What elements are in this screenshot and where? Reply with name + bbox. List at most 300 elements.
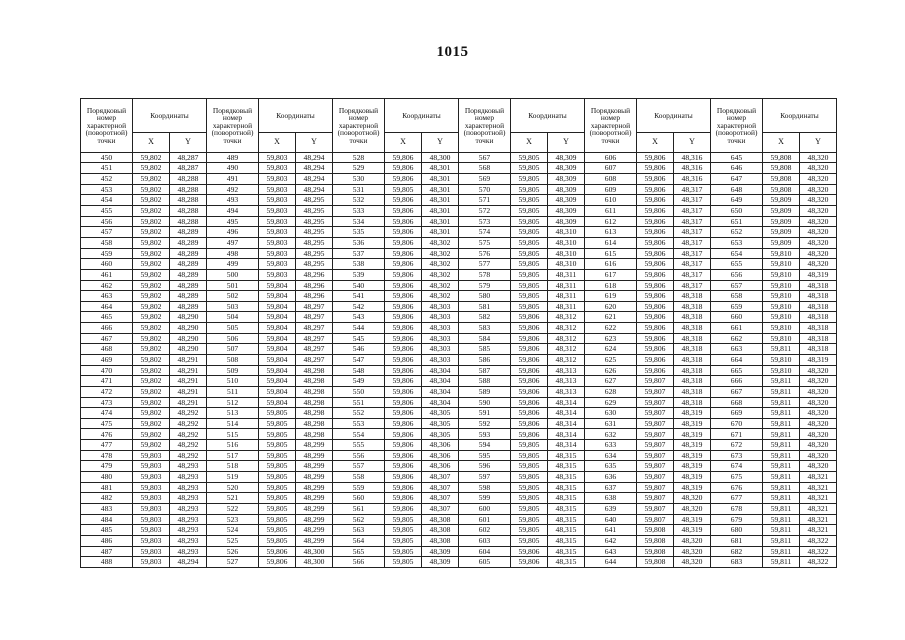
y-value: 48,297 — [296, 312, 333, 323]
y-value: 48,291 — [170, 397, 207, 408]
y-value: 48,311 — [548, 291, 585, 302]
y-value: 48,303 — [422, 323, 459, 334]
point-number: 482 — [81, 493, 133, 504]
x-value: 59,806 — [637, 344, 674, 355]
x-value: 59,805 — [385, 525, 422, 536]
x-value: 59,805 — [511, 472, 548, 483]
x-value: 59,802 — [133, 386, 170, 397]
table-row — [585, 195, 711, 206]
y-value: 48,320 — [800, 174, 837, 185]
x-value: 59,803 — [259, 174, 296, 185]
point-number: 502 — [207, 291, 259, 302]
x-value: 59,805 — [511, 450, 548, 461]
y-value: 48,303 — [422, 312, 459, 323]
coordinates-header: Координаты — [637, 99, 711, 133]
point-number: 588 — [459, 376, 511, 387]
point-number: 633 — [585, 440, 637, 451]
table-row — [711, 418, 837, 429]
y-value: 48,315 — [548, 461, 585, 472]
x-value: 59,806 — [637, 280, 674, 291]
point-number: 671 — [711, 429, 763, 440]
y-value: 48,300 — [296, 557, 333, 568]
y-value: 48,290 — [170, 312, 207, 323]
y-value: 48,299 — [296, 535, 333, 546]
y-value: 48,298 — [296, 376, 333, 387]
x-value: 59,806 — [637, 269, 674, 280]
point-number: 606 — [585, 152, 637, 163]
y-value: 48,318 — [674, 291, 711, 302]
table-row — [207, 355, 333, 366]
y-value: 48,293 — [170, 482, 207, 493]
table-row — [81, 365, 207, 376]
point-number: 607 — [585, 163, 637, 174]
table-row — [585, 237, 711, 248]
y-value: 48,317 — [674, 195, 711, 206]
table-row — [459, 440, 585, 451]
table-row — [207, 269, 333, 280]
y-value: 48,303 — [422, 333, 459, 344]
y-value: 48,289 — [170, 248, 207, 259]
table-row — [207, 227, 333, 238]
y-value: 48,310 — [548, 227, 585, 238]
table-row — [459, 291, 585, 302]
point-number: 477 — [81, 440, 133, 451]
x-value: 59,806 — [637, 184, 674, 195]
y-value: 48,314 — [548, 408, 585, 419]
y-value: 48,302 — [422, 248, 459, 259]
x-value: 59,807 — [637, 397, 674, 408]
x-value: 59,802 — [133, 195, 170, 206]
point-number: 537 — [333, 248, 385, 259]
point-number: 532 — [333, 195, 385, 206]
y-header: Y — [422, 132, 459, 152]
x-value: 59,806 — [385, 344, 422, 355]
table-row — [459, 525, 585, 536]
table-row — [711, 482, 837, 493]
point-number: 568 — [459, 163, 511, 174]
point-number: 596 — [459, 461, 511, 472]
point-number: 677 — [711, 493, 763, 504]
x-value: 59,804 — [259, 355, 296, 366]
x-value: 59,806 — [511, 365, 548, 376]
x-value: 59,811 — [763, 535, 800, 546]
x-value: 59,806 — [511, 344, 548, 355]
table-row — [333, 461, 459, 472]
x-value: 59,806 — [385, 386, 422, 397]
point-number: 654 — [711, 248, 763, 259]
table-row — [333, 418, 459, 429]
x-value: 59,806 — [385, 206, 422, 217]
table-row — [585, 461, 711, 472]
y-value: 48,320 — [800, 163, 837, 174]
x-value: 59,806 — [511, 376, 548, 387]
table-row — [585, 323, 711, 334]
y-value: 48,320 — [800, 227, 837, 238]
x-value: 59,806 — [385, 397, 422, 408]
point-number: 668 — [711, 397, 763, 408]
x-header: X — [511, 132, 548, 152]
y-value: 48,320 — [800, 386, 837, 397]
y-value: 48,312 — [548, 312, 585, 323]
point-number: 666 — [711, 376, 763, 387]
x-value: 59,806 — [511, 408, 548, 419]
x-value: 59,802 — [133, 397, 170, 408]
table-row — [207, 557, 333, 568]
point-number: 526 — [207, 546, 259, 557]
x-value: 59,806 — [637, 333, 674, 344]
table-row — [207, 525, 333, 536]
point-number: 496 — [207, 227, 259, 238]
x-value: 59,805 — [511, 461, 548, 472]
table-row — [459, 237, 585, 248]
x-value: 59,808 — [763, 184, 800, 195]
y-value: 48,301 — [422, 206, 459, 217]
point-number: 628 — [585, 386, 637, 397]
point-number: 558 — [333, 472, 385, 483]
point-number: 521 — [207, 493, 259, 504]
table-row — [711, 557, 837, 568]
point-number: 577 — [459, 259, 511, 270]
point-number: 672 — [711, 440, 763, 451]
x-value: 59,808 — [637, 546, 674, 557]
x-value: 59,805 — [511, 195, 548, 206]
x-value: 59,802 — [133, 312, 170, 323]
table-row — [585, 206, 711, 217]
point-number: 645 — [711, 152, 763, 163]
point-number: 460 — [81, 259, 133, 270]
table-row — [333, 174, 459, 185]
point-number: 575 — [459, 237, 511, 248]
table-row — [459, 259, 585, 270]
y-value: 48,318 — [800, 323, 837, 334]
table-row — [333, 323, 459, 334]
x-value: 59,806 — [385, 355, 422, 366]
table-row — [81, 429, 207, 440]
y-value: 48,293 — [170, 503, 207, 514]
y-value: 48,315 — [548, 535, 585, 546]
x-value: 59,803 — [259, 227, 296, 238]
y-value: 48,309 — [422, 557, 459, 568]
table-row — [459, 323, 585, 334]
point-number: 675 — [711, 472, 763, 483]
x-value: 59,803 — [133, 514, 170, 525]
x-value: 59,806 — [259, 557, 296, 568]
point-number: 647 — [711, 174, 763, 185]
y-value: 48,311 — [548, 301, 585, 312]
point-number: 652 — [711, 227, 763, 238]
y-value: 48,304 — [422, 386, 459, 397]
point-number: 474 — [81, 408, 133, 419]
y-value: 48,320 — [800, 461, 837, 472]
point-number: 640 — [585, 514, 637, 525]
y-value: 48,313 — [548, 376, 585, 387]
x-value: 59,806 — [385, 152, 422, 163]
x-value: 59,802 — [133, 440, 170, 451]
y-value: 48,294 — [296, 174, 333, 185]
x-value: 59,811 — [763, 344, 800, 355]
x-value: 59,804 — [259, 376, 296, 387]
point-number: 518 — [207, 461, 259, 472]
y-value: 48,314 — [548, 418, 585, 429]
x-value: 59,809 — [763, 216, 800, 227]
point-number: 609 — [585, 184, 637, 195]
table-row — [207, 206, 333, 217]
point-number: 673 — [711, 450, 763, 461]
x-value: 59,806 — [511, 386, 548, 397]
point-number: 576 — [459, 248, 511, 259]
y-value: 48,318 — [674, 344, 711, 355]
point-number: 464 — [81, 301, 133, 312]
x-value: 59,805 — [511, 291, 548, 302]
x-value: 59,807 — [637, 418, 674, 429]
x-value: 59,802 — [133, 429, 170, 440]
y-value: 48,319 — [674, 440, 711, 451]
x-value: 59,806 — [385, 503, 422, 514]
point-number: 458 — [81, 237, 133, 248]
x-value: 59,811 — [763, 397, 800, 408]
table-row — [585, 440, 711, 451]
table-row — [333, 312, 459, 323]
y-value: 48,318 — [800, 301, 837, 312]
table-row — [585, 365, 711, 376]
x-value: 59,806 — [385, 312, 422, 323]
point-number: 559 — [333, 482, 385, 493]
x-value: 59,803 — [259, 237, 296, 248]
point-number: 530 — [333, 174, 385, 185]
point-number: 479 — [81, 461, 133, 472]
table-row — [207, 344, 333, 355]
table-row — [333, 163, 459, 174]
table-row — [81, 450, 207, 461]
point-number: 587 — [459, 365, 511, 376]
y-value: 48,318 — [674, 323, 711, 334]
x-value: 59,803 — [133, 450, 170, 461]
table-row — [333, 301, 459, 312]
point-number: 679 — [711, 514, 763, 525]
point-number: 600 — [459, 503, 511, 514]
y-value: 48,290 — [170, 323, 207, 334]
x-value: 59,805 — [511, 152, 548, 163]
y-value: 48,288 — [170, 174, 207, 185]
point-number: 522 — [207, 503, 259, 514]
table-row — [81, 355, 207, 366]
table-row — [585, 344, 711, 355]
x-value: 59,806 — [385, 450, 422, 461]
x-value: 59,803 — [133, 493, 170, 504]
x-value: 59,806 — [511, 557, 548, 568]
x-value: 59,803 — [259, 259, 296, 270]
x-value: 59,802 — [133, 259, 170, 270]
y-value: 48,319 — [674, 514, 711, 525]
y-value: 48,318 — [674, 312, 711, 323]
table-row — [207, 184, 333, 195]
point-number: 451 — [81, 163, 133, 174]
y-value: 48,295 — [296, 216, 333, 227]
table-row — [81, 195, 207, 206]
x-value: 59,811 — [763, 482, 800, 493]
table-row — [81, 301, 207, 312]
table-row — [333, 472, 459, 483]
point-number: 480 — [81, 472, 133, 483]
coordinates-header: Координаты — [385, 99, 459, 133]
x-value: 59,805 — [511, 237, 548, 248]
point-number: 489 — [207, 152, 259, 163]
point-number: 627 — [585, 376, 637, 387]
x-value: 59,806 — [385, 248, 422, 259]
point-number: 567 — [459, 152, 511, 163]
table-row — [81, 397, 207, 408]
y-value: 48,319 — [674, 461, 711, 472]
x-value: 59,804 — [259, 386, 296, 397]
point-number: 513 — [207, 408, 259, 419]
table-row — [585, 291, 711, 302]
y-value: 48,296 — [296, 291, 333, 302]
table-row — [711, 546, 837, 557]
y-value: 48,312 — [548, 323, 585, 334]
x-value: 59,802 — [133, 365, 170, 376]
point-number: 635 — [585, 461, 637, 472]
x-value: 59,806 — [385, 301, 422, 312]
table-row — [207, 163, 333, 174]
table-row — [333, 429, 459, 440]
y-value: 48,301 — [422, 184, 459, 195]
y-value: 48,291 — [170, 386, 207, 397]
x-value: 59,806 — [637, 237, 674, 248]
y-value: 48,309 — [548, 195, 585, 206]
table-row — [585, 557, 711, 568]
x-value: 59,805 — [259, 450, 296, 461]
table-row — [711, 301, 837, 312]
x-value: 59,802 — [133, 206, 170, 217]
point-number: 536 — [333, 237, 385, 248]
table-row — [711, 535, 837, 546]
y-value: 48,297 — [296, 333, 333, 344]
y-value: 48,309 — [548, 152, 585, 163]
x-value: 59,804 — [259, 323, 296, 334]
point-number: 619 — [585, 291, 637, 302]
coordinates-table — [80, 98, 838, 568]
y-value: 48,307 — [422, 503, 459, 514]
y-value: 48,295 — [296, 259, 333, 270]
y-value: 48,289 — [170, 280, 207, 291]
x-value: 59,806 — [385, 269, 422, 280]
table-row — [459, 333, 585, 344]
point-number: 618 — [585, 280, 637, 291]
table-row — [333, 152, 459, 163]
table-row — [585, 216, 711, 227]
point-number: 613 — [585, 227, 637, 238]
point-number: 562 — [333, 514, 385, 525]
table-row — [711, 227, 837, 238]
y-value: 48,320 — [800, 248, 837, 259]
y-value: 48,306 — [422, 450, 459, 461]
table-row — [333, 269, 459, 280]
y-value: 48,288 — [170, 206, 207, 217]
x-value: 59,807 — [637, 450, 674, 461]
table-row — [81, 163, 207, 174]
point-number: 614 — [585, 237, 637, 248]
table-row — [333, 376, 459, 387]
table-row — [81, 280, 207, 291]
table-row — [81, 269, 207, 280]
x-value: 59,806 — [385, 237, 422, 248]
y-value: 48,309 — [548, 184, 585, 195]
point-number: 682 — [711, 546, 763, 557]
point-number: 598 — [459, 482, 511, 493]
point-number: 610 — [585, 195, 637, 206]
point-number: 529 — [333, 163, 385, 174]
y-value: 48,319 — [674, 482, 711, 493]
x-value: 59,806 — [385, 461, 422, 472]
y-value: 48,317 — [674, 248, 711, 259]
x-value: 59,811 — [763, 514, 800, 525]
point-number: 678 — [711, 503, 763, 514]
x-value: 59,811 — [763, 440, 800, 451]
table-row — [459, 450, 585, 461]
y-value: 48,297 — [296, 301, 333, 312]
x-value: 59,802 — [133, 163, 170, 174]
y-value: 48,320 — [800, 152, 837, 163]
x-value: 59,810 — [763, 248, 800, 259]
point-number: 583 — [459, 323, 511, 334]
y-value: 48,317 — [674, 216, 711, 227]
point-number: 656 — [711, 269, 763, 280]
point-number: 551 — [333, 397, 385, 408]
table-row — [711, 461, 837, 472]
x-value: 59,806 — [637, 248, 674, 259]
point-number: 580 — [459, 291, 511, 302]
point-number: 455 — [81, 206, 133, 217]
table-row — [333, 248, 459, 259]
point-number: 491 — [207, 174, 259, 185]
x-value: 59,805 — [511, 503, 548, 514]
table-row — [81, 248, 207, 259]
y-value: 48,319 — [674, 429, 711, 440]
x-value: 59,802 — [133, 323, 170, 334]
y-value: 48,301 — [422, 174, 459, 185]
point-number: 472 — [81, 386, 133, 397]
x-value: 59,810 — [763, 269, 800, 280]
point-number: 454 — [81, 195, 133, 206]
y-value: 48,298 — [296, 429, 333, 440]
point-number: 595 — [459, 450, 511, 461]
table-row — [81, 237, 207, 248]
point-number: 657 — [711, 280, 763, 291]
table-row — [207, 195, 333, 206]
x-value: 59,805 — [385, 557, 422, 568]
x-value: 59,810 — [763, 301, 800, 312]
table-row — [81, 216, 207, 227]
point-number: 653 — [711, 237, 763, 248]
x-value: 59,806 — [385, 227, 422, 238]
y-value: 48,307 — [422, 472, 459, 483]
y-value: 48,300 — [422, 152, 459, 163]
coord-block — [206, 98, 333, 568]
table-row — [207, 482, 333, 493]
point-number: 620 — [585, 301, 637, 312]
x-value: 59,805 — [259, 503, 296, 514]
point-number: 544 — [333, 323, 385, 334]
x-value: 59,809 — [763, 195, 800, 206]
table-row — [585, 503, 711, 514]
point-number: 632 — [585, 429, 637, 440]
coordinates-header: Координаты — [511, 99, 585, 133]
point-number: 539 — [333, 269, 385, 280]
point-number: 540 — [333, 280, 385, 291]
point-number: 542 — [333, 301, 385, 312]
y-value: 48,294 — [170, 557, 207, 568]
point-number: 622 — [585, 323, 637, 334]
